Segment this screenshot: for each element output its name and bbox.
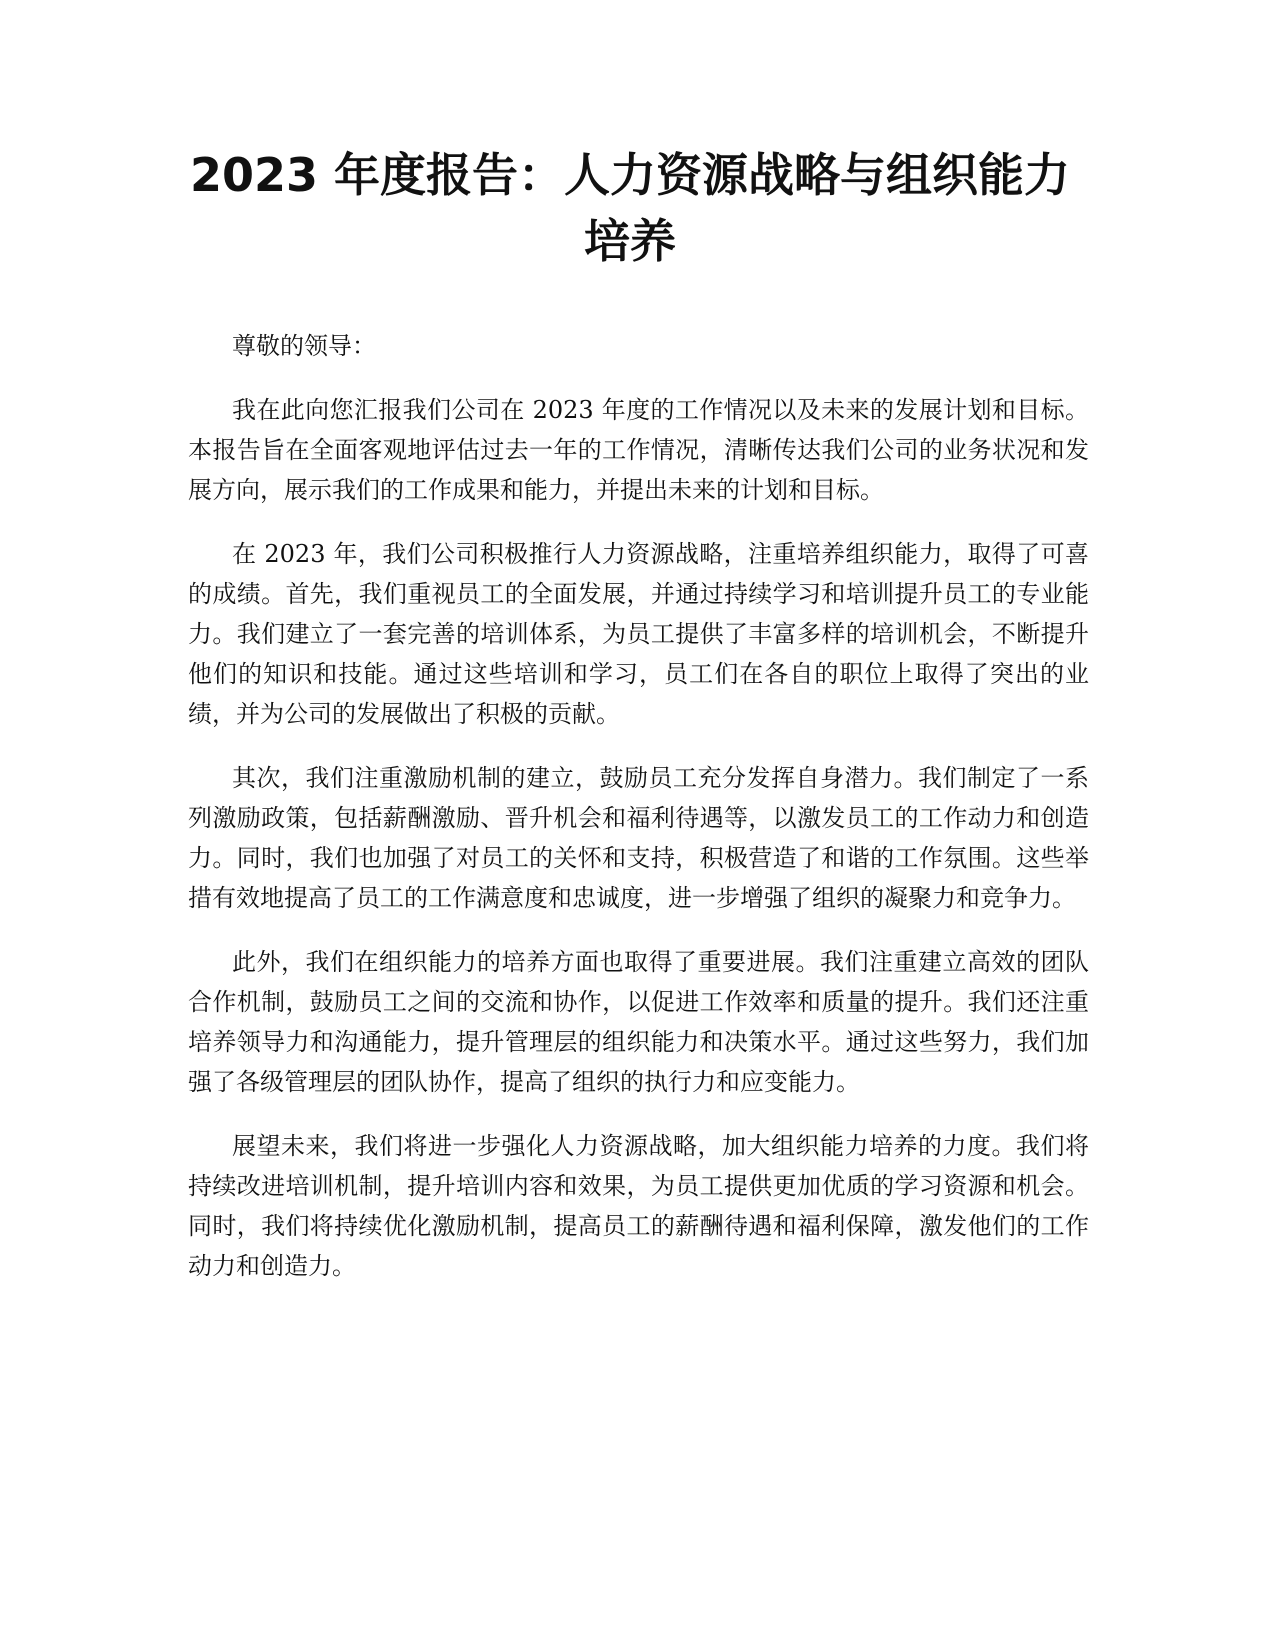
paragraph-organization: 此外，我们在组织能力的培养方面也取得了重要进展。我们注重建立高效的团队合作机制，鼓励员工之间的交流和协作，以促进工作效率和质量的提升。我们还注重培养领导力和沟通能力，提升管理层的组织能力和决策水平。通过这些努力，我们加强了各级管理层的团队协作，提高了组织的执行力和应变能力。 [188, 948, 1089, 1096]
paragraph-intro: 我在此向您汇报我们公司在 2023 年度的工作情况以及未来的发展计划和目标。本报告旨在全面客观地评估过去一年的工作情况，清晰传达我们公司的业务状况和发展方向，展示我们的工作成果和能力，并提出未来的计划和目标。 [188, 396, 1089, 504]
document-title: 2023 年度报告：人力资源战略与组织能力培养 [189, 148, 1071, 268]
paragraph-outlook: 展望未来，我们将进一步强化人力资源战略，加大组织能力培养的力度。我们将持续改进培训机制，提升培训内容和效果，为员工提供更加优质的学习资源和机会。同时，我们将持续优化激励机制，提高员工的薪酬待遇和福利保障，激发他们的工作动力和创造力。 [188, 1132, 1089, 1280]
paragraph-incentives: 其次，我们注重激励机制的建立，鼓励员工充分发挥自身潜力。我们制定了一系列激励政策，包括薪酬激励、晋升机会和福利待遇等，以激发员工的工作动力和创造力。同时，我们也加强了对员工的关怀和支持，积极营造了和谐的工作氛围。这些举措有效地提高了员工的工作满意度和忠诚度，进一步增强了组织的凝聚力和竞争力。 [188, 764, 1089, 912]
document-body [188, 326, 1089, 1310]
paragraph-training: 在 2023 年，我们公司积极推行人力资源战略，注重培养组织能力，取得了可喜的成绩。首先，我们重视员工的全面发展，并通过持续学习和培训提升员工的专业能力。我们建立了一套完善的培训体系，为员工提供了丰富多样的培训机会，不断提升他们的知识和技能。通过这些培训和学习，员工们在各自的职位上取得了突出的业绩，并为公司的发展做出了积极的贡献。 [188, 540, 1089, 728]
salutation: 尊敬的领导： [232, 332, 376, 360]
